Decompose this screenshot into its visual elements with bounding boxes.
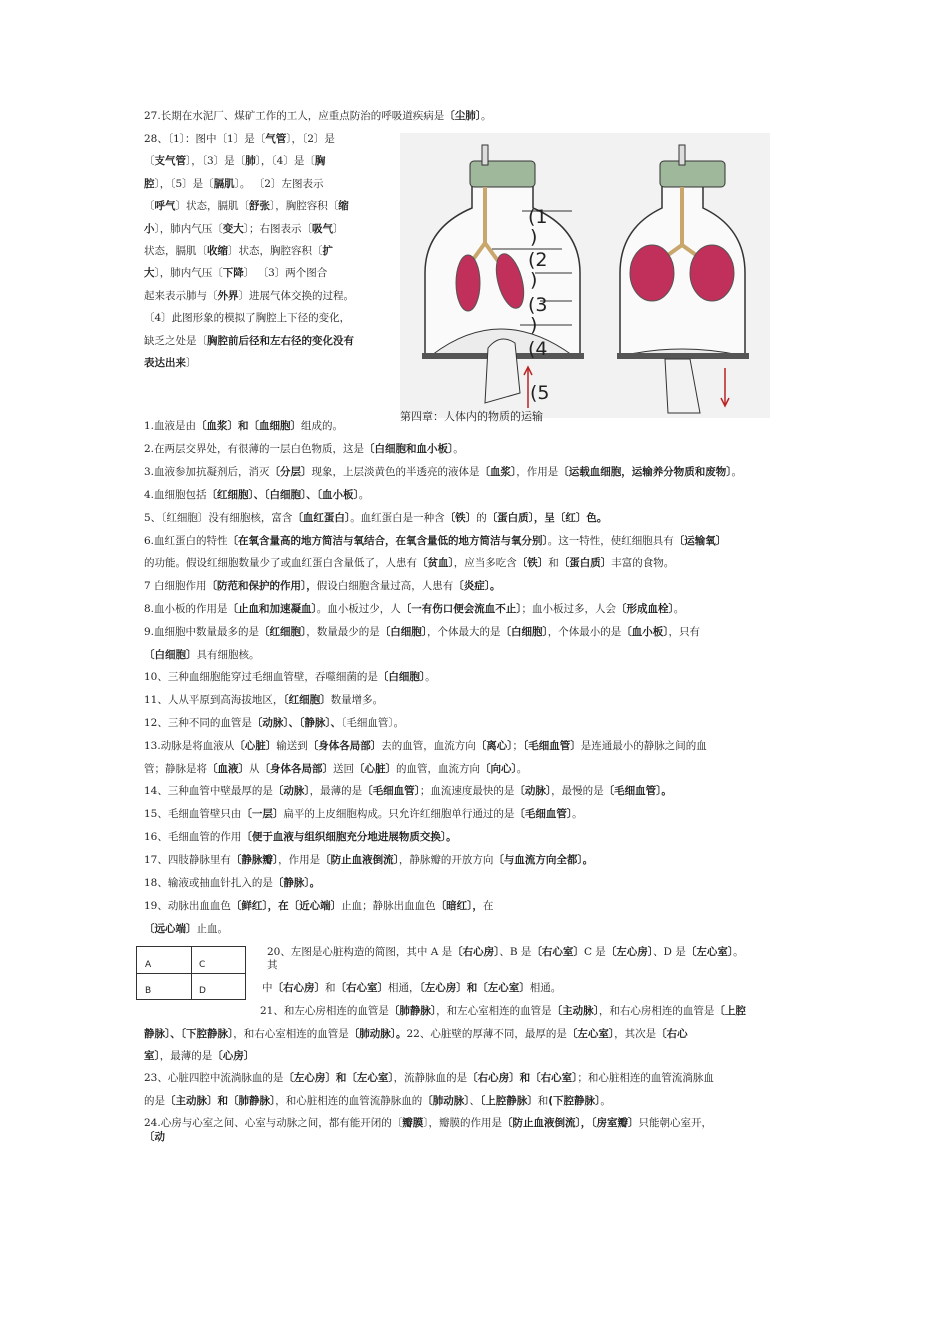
question-line xyxy=(144,534,726,548)
heart-label-a: A xyxy=(145,960,152,970)
question-text: 8.血小板的作用是 xyxy=(144,603,228,615)
q28-line xyxy=(144,173,394,195)
question-text: 的功能。假设红细胞数量少了或血红蛋白含量低了，人患有 xyxy=(144,557,417,569)
question-text: 〕；右图表示〔 xyxy=(243,222,312,235)
question-text: 。 xyxy=(731,466,743,478)
question-line xyxy=(144,762,527,776)
question-line xyxy=(144,716,404,730)
question-text: ，应当多吃含 xyxy=(453,557,517,569)
answer-text: 〔主动脉〕和〔肺静脉〕 xyxy=(165,1095,276,1107)
answer-text: 〔蛋白质〕 xyxy=(558,557,612,569)
answer-text: 〔心脏〕 xyxy=(354,763,396,775)
answer-text: 〔白细胞〕 xyxy=(377,671,426,683)
q20-line xyxy=(262,981,561,995)
answer-text: 〔主动脉〕 xyxy=(551,1005,599,1017)
heart-label-b: B xyxy=(145,986,152,996)
answer-text: 〔血红蛋白〕 xyxy=(292,512,351,524)
question-text: 的血管，血流方向 xyxy=(396,763,480,775)
question-text: ，和左心室相连的血管是 xyxy=(436,1005,552,1017)
question-text: 〕，〔3〕是〔 xyxy=(186,155,246,168)
question-text: ，和右心房相连的血管是 xyxy=(598,1005,715,1017)
question-text: 〕 xyxy=(333,222,344,235)
answer-text: 〔向心〕 xyxy=(480,763,517,775)
tail-line xyxy=(144,1130,165,1144)
question-text: 和 xyxy=(537,1095,549,1107)
question-text: 在 xyxy=(482,900,494,912)
question-text: 数量增多。 xyxy=(330,694,384,706)
heart-diagram xyxy=(136,946,246,1000)
answer-text: 〔右心室〕 xyxy=(335,982,388,994)
question-text: 17、四肢静脉里有 xyxy=(144,854,231,866)
question-text: 和 xyxy=(325,982,336,994)
answer-text: 瓣膜 xyxy=(402,1117,424,1129)
fig-label: ) xyxy=(530,226,538,248)
question-text: 只能朝心室开， xyxy=(638,1117,712,1129)
question-text: ，作用是 xyxy=(516,466,559,478)
q28-line xyxy=(144,285,394,307)
answer-text: 〔左心室〕 xyxy=(685,946,734,958)
answer-text: 〔运载血细胞，运输养分物质和废物〕 xyxy=(558,466,732,478)
fig-label: (4 xyxy=(528,338,548,360)
question-text: 7 白细胞作用 xyxy=(144,580,207,592)
question-text: 相通。 xyxy=(529,982,562,994)
answer-text: 〔血小板〕 xyxy=(621,626,669,638)
bell-jar-illustration xyxy=(400,133,770,418)
question-text: 扁平的上皮细胞构成。只允许红细胞单行通过的是 xyxy=(283,808,515,820)
question-text: 21、和左心房相连的血管是 xyxy=(260,1005,389,1017)
question-text: 15、毛细血管壁只由 xyxy=(144,808,242,820)
answer-text: 〔白细胞〕 xyxy=(379,626,428,638)
question-text: 23、心脏四腔中流淌脉血的是 xyxy=(144,1072,284,1084)
q28-line xyxy=(144,128,394,150)
question-line xyxy=(144,602,684,616)
question-text: 〔毛细血管〕。 xyxy=(341,717,405,729)
answer-text: 〔白细胞和血小板〕 xyxy=(364,443,454,455)
q28-line xyxy=(144,262,394,284)
fig-label: (5 xyxy=(530,382,550,404)
answer-text: 〔运输氧〕 xyxy=(673,535,727,547)
answer-text: 〔一层〕 xyxy=(241,808,284,820)
question-text: 20、左图是心脏构造的简图，其中 A 是 xyxy=(267,946,453,958)
question-text: 缺乏之处是〔 xyxy=(144,334,207,347)
answer-text: 缩 xyxy=(338,200,349,213)
answer-text: 〔便于血液与组织细胞充分地进展物质交换〕。 xyxy=(241,831,457,843)
question-line xyxy=(144,442,464,456)
question-text: 24.心房与心室之间、心室与动脉之间，都有能开闭的〔 xyxy=(144,1117,403,1129)
answer-text: 〔右心房〕和〔右心室〕 xyxy=(467,1072,578,1084)
answer-text: 〔离心〕 xyxy=(475,740,513,752)
question-text: 2.在两层交界处，有很薄的一层白色物质，这是 xyxy=(144,443,365,455)
question-text: 〕。 〔2〕左图表示 xyxy=(234,177,324,190)
answer-text: 〔左心房〕和〔左心室〕 xyxy=(283,1072,394,1084)
answer-text: 〔远心端〕 xyxy=(144,923,197,935)
question-text: ，最慢的是 xyxy=(551,785,604,797)
answer-text: 支气管 xyxy=(154,155,186,168)
answer-text: 〔肺动脉〕。 xyxy=(348,1028,407,1040)
answer-text: 〔右心室〕 xyxy=(531,946,584,958)
question-text: 。 xyxy=(425,671,436,683)
question-text: 。 xyxy=(358,489,370,501)
question-line xyxy=(144,899,493,913)
question-text: ，其次是 xyxy=(614,1028,657,1040)
answer-text: 〔红细胞〕 xyxy=(283,694,331,706)
question-line xyxy=(144,693,383,707)
answer-text: 〔静脉〕。 xyxy=(272,877,321,889)
q28-line xyxy=(144,352,394,374)
answer-text: 〔一有伤口便会流血不止〕 xyxy=(400,603,522,615)
question-28 xyxy=(144,128,394,374)
answer-text: 〔左心房〕和〔左心室〕 xyxy=(419,982,530,994)
answer-text: 静脉〕、〔下腔静脉〕 xyxy=(144,1028,234,1040)
question-text: 。 xyxy=(516,763,528,775)
answer-text: 〔铁〕 xyxy=(444,512,477,524)
question-text: 16、毛细血管的作用 xyxy=(144,831,242,843)
question-line xyxy=(144,625,700,639)
question-text: 4.血细胞包括 xyxy=(144,489,207,501)
fig-label: (1 xyxy=(528,206,548,228)
question-line xyxy=(144,807,583,821)
answer-text: 〔上腔 xyxy=(714,1005,746,1017)
q28-line xyxy=(144,150,394,172)
question-text: 。这一特性，使红细胞具有 xyxy=(547,535,674,547)
answer-text: 变大 xyxy=(222,222,244,235)
tail-line xyxy=(144,1116,712,1130)
answer-text: 〔白细胞〕 xyxy=(500,626,548,638)
question-line xyxy=(144,511,607,525)
question-text: 〕 〔3〕两个图合 xyxy=(243,267,328,280)
question-line xyxy=(144,739,707,753)
question-text: 〕 xyxy=(186,357,197,370)
question-text: 18、输液或抽血针扎入的是 xyxy=(144,877,273,889)
answer-text: 膈肌 xyxy=(213,177,235,190)
question-text: 。 xyxy=(673,603,685,615)
answer-text: 肺 xyxy=(245,155,256,168)
answer-text: 胸 xyxy=(314,155,326,168)
answer-text: 腔 xyxy=(144,177,155,190)
question-text: 10、三种血细胞能穿过毛细血管壁，吞噬细菌的是 xyxy=(144,671,378,683)
question-text: 。 xyxy=(733,946,744,958)
question-text: 相通， xyxy=(388,982,420,994)
question-text: 28、〔1〕：图中〔1〕是〔 xyxy=(144,133,266,145)
question-text: 的 xyxy=(476,512,487,524)
question-text: 去的血管，血流方向 xyxy=(381,740,476,752)
question-text: 〕，胸腔容积〔 xyxy=(270,200,339,213)
question-text: 现象，上层淡黄色的半透亮的液体是 xyxy=(311,466,480,478)
answer-text: 吸气 xyxy=(312,222,333,235)
answer-text: 〔身体各局部〕 xyxy=(259,763,333,775)
q28-line xyxy=(144,307,394,329)
question-text: 〕进展气体交换的过程。 xyxy=(238,289,354,302)
heart-label-d: D xyxy=(199,986,206,996)
question-line xyxy=(144,556,674,570)
q28-line xyxy=(144,240,394,262)
answer-text: 〔鲜红〕，在〔近心端〕 xyxy=(230,900,342,912)
q20-line xyxy=(267,958,278,972)
question-text: 5、〔红细胞〕没有细胞核，富含 xyxy=(144,512,293,524)
question-text: 、D 是 xyxy=(653,946,686,958)
question-line xyxy=(144,648,260,662)
answer-text: 〔毛细血管〕 xyxy=(522,740,581,752)
question-text: 〕状态，膈肌〔 xyxy=(175,200,249,213)
answer-text: 〔白细胞〕 xyxy=(144,649,197,661)
question-text: ； xyxy=(512,740,523,752)
answer-text: 〔红细胞〕、〔白细胞〕、〔血小板〕 xyxy=(206,489,359,501)
question-text: 管；静脉是将 xyxy=(144,763,207,775)
question-text: 。血红蛋白是一种含 xyxy=(350,512,445,524)
answer-text: 〔心脏〕 xyxy=(234,740,277,752)
tail-line xyxy=(260,1004,746,1018)
answer-text: 胸腔前后径和左右径的变化没有 xyxy=(207,334,354,347)
question-text: ，作用是 xyxy=(278,854,321,866)
question-text: 〕，肺内气压〔 xyxy=(154,267,223,280)
fig-label: ) xyxy=(530,314,538,336)
question-text: 。 xyxy=(600,1095,611,1107)
question-text: 。 xyxy=(572,808,583,820)
question-text: 输送到 xyxy=(276,740,308,752)
question-text: 12、三种不同的血管是 xyxy=(144,717,252,729)
question-text: 止血。 xyxy=(196,923,228,935)
tail-line xyxy=(144,1027,688,1041)
question-text: ；和心脏相连的血管流淌脉血 xyxy=(577,1072,714,1084)
answer-text: 〔上腔静脉〕 xyxy=(480,1095,538,1107)
question-line xyxy=(144,853,593,867)
answer-text: 外界 xyxy=(217,289,239,302)
tail-line xyxy=(144,1049,254,1063)
answer-text: 扩 xyxy=(322,245,333,258)
question-text: 假设白细胞含量过高，人患有 xyxy=(316,580,454,592)
answer-text: 〔血液〕 xyxy=(207,763,249,775)
q28-line xyxy=(144,330,394,352)
question-text: 和 xyxy=(548,557,559,569)
answer-text: 〔右心房〕 xyxy=(272,982,325,994)
answer-text: 〔血浆〕 xyxy=(479,466,517,478)
question-text: ；血流速度最快的是 xyxy=(419,785,515,797)
answer-text: 收缩 xyxy=(207,245,228,258)
question-text: 止血；静脉出血血色 xyxy=(341,900,436,912)
tail-line xyxy=(144,1071,714,1085)
question-text: 〕，肺内气压〔 xyxy=(154,222,223,235)
fig-label: ) xyxy=(530,269,538,291)
lung-model-figure xyxy=(400,133,770,418)
question-text: 、 xyxy=(469,1095,480,1107)
question-text: ，和右心室相连的血管是 xyxy=(233,1028,349,1040)
question-line xyxy=(144,465,742,479)
question-text: ，最薄的是 xyxy=(159,1050,213,1062)
answer-text: 小 xyxy=(144,222,155,235)
answer-text: 〔毛细血管〕 xyxy=(362,785,420,797)
question-text: 11、人从平原到高海拔地区， xyxy=(144,694,284,706)
answer-text: 室〕 xyxy=(144,1050,160,1062)
question-text: 。血小板过少，人 xyxy=(316,603,401,615)
question-line xyxy=(144,419,343,433)
answer-text: 〔铁〕 xyxy=(516,557,549,569)
question-text: ，个体最小的是 xyxy=(547,626,622,638)
answer-text: 〔防范和保护的作用〕， xyxy=(206,580,317,592)
answer-text: 〔形成血栓〕 xyxy=(616,603,674,615)
question-text: 是连通最小的静脉之间的血 xyxy=(580,740,707,752)
answer-text: 〔防止血液倒流〕 xyxy=(320,854,399,866)
question-text: ；血小板过多，人会 xyxy=(521,603,617,615)
question-text: 送回 xyxy=(333,763,354,775)
answer-text: 〔右心 xyxy=(656,1028,688,1040)
answer-text: 〔动脉〕、〔静脉〕、 xyxy=(251,717,342,729)
question-text: 组成的。 xyxy=(301,420,344,432)
question-line xyxy=(144,922,228,936)
question-text: 1.血液是由 xyxy=(144,420,197,432)
question-text: 〔4〕此图形象的模拟了胸腔上下径的变化， xyxy=(144,312,351,325)
answer-text: 〔动 xyxy=(144,1131,165,1143)
question-text: 22、心脏壁的厚薄不同，最厚的是 xyxy=(406,1028,567,1040)
answer-text: 〔防止血液倒流〕，〔房室瓣〕 xyxy=(501,1117,639,1129)
question-text: ，只有 xyxy=(668,626,701,638)
question-text: 19、动脉出血血色 xyxy=(144,900,231,912)
question-text: 具有细胞核。 xyxy=(196,649,260,661)
question-line xyxy=(144,876,320,890)
answer-text: 大 xyxy=(144,267,155,280)
question-text: 。 xyxy=(453,443,464,455)
fig-label: (2 xyxy=(528,249,548,271)
question-text: 〕状态，胸腔容积〔 xyxy=(228,245,323,258)
question-text: ，最薄的是 xyxy=(309,785,363,797)
answer-text: 〔分层〕 xyxy=(269,466,312,478)
answer-text: 气管 xyxy=(265,133,287,145)
question-text: 状态，膈肌〔 xyxy=(144,245,207,258)
question-text: 6.血红蛋白的特性 xyxy=(144,535,228,547)
question-text: ，和心脏相连的血管流静脉血的 xyxy=(275,1095,423,1107)
answer-text: 〔动脉〕 xyxy=(272,785,310,797)
answer-text: 〔肺动脉〕 xyxy=(422,1095,470,1107)
question-text: 起来表示肺与〔 xyxy=(144,289,218,302)
q28-line xyxy=(144,218,394,240)
question-text: ，数量最少的是 xyxy=(306,626,380,638)
question-text: 〕，〔2〕是 xyxy=(286,133,335,145)
answer-text: 〔暗红〕， xyxy=(435,900,483,912)
answer-text: 〔左心室〕 xyxy=(566,1028,615,1040)
answer-text: 〔毛细血管〕。 xyxy=(603,785,672,797)
question-text: 〔 xyxy=(144,155,155,168)
answer-text: 〔炎症〕。 xyxy=(453,580,501,592)
answer-text: 〔身体各局部〕 xyxy=(307,740,382,752)
answer-text: 〔肺静脉〕 xyxy=(388,1005,437,1017)
answer-text: 〔右心房〕 xyxy=(452,946,500,958)
question-text: 3.血液参加抗凝剂后，消灭 xyxy=(144,466,270,478)
question-text: 9.血细胞中数量最多的是 xyxy=(144,626,260,638)
answer-text: 〔左心房〕 xyxy=(605,946,654,958)
answer-text: 〔静脉瓣〕 xyxy=(230,854,279,866)
answer-text: 表达出来 xyxy=(144,357,186,370)
question-text: 14、三种血管中壁最厚的是 xyxy=(144,785,273,797)
question-text: 〕，〔4〕是〔 xyxy=(255,155,315,168)
answer-text: 〔贫血〕 xyxy=(417,557,454,569)
question-text: 从 xyxy=(249,763,260,775)
question-text: 〔 xyxy=(144,200,155,213)
question-text: 〕，瓣膜的作用是 xyxy=(423,1117,502,1129)
answer-text: 〔血浆〕和〔血细胞〕 xyxy=(196,420,302,432)
question-line xyxy=(144,670,436,684)
answer-text: 舒张 xyxy=(249,200,270,213)
answer-text: 下降 xyxy=(222,267,244,280)
answer-text: 呼气 xyxy=(154,200,176,213)
question-line xyxy=(144,488,369,502)
question-text: 、B 是 xyxy=(499,946,532,958)
question-line xyxy=(144,579,501,593)
fig-label: (3 xyxy=(528,294,548,316)
question-text: ，静脉瓣的开放方向 xyxy=(398,854,494,866)
answer-text: 〔动脉〕 xyxy=(514,785,552,797)
question-text: ，流静脉血的是 xyxy=(393,1072,468,1084)
question-text: 〕，〔5〕是〔 xyxy=(154,177,214,190)
answer-text: 〔蛋白质〕，呈〔红〕色。 xyxy=(486,512,608,524)
question-line xyxy=(144,784,672,798)
question-27: 27.长期在水泥厂、煤矿工作的工人，应重点防治的呼吸道疾病是〔尘肺〕。 xyxy=(144,110,492,122)
answer-text: 〔红细胞〕 xyxy=(259,626,307,638)
answer-text: 〔心房〕 xyxy=(212,1050,255,1062)
question-text: 13.动脉是将血液从 xyxy=(144,740,235,752)
answer-text: (下腔静脉〕 xyxy=(548,1095,601,1107)
answer-text: 〔在氧含量高的地方简洁与氧结合，在氧含量低的地方简洁与氧分别〕 xyxy=(227,535,548,547)
question-text: ，个体最大的是 xyxy=(427,626,501,638)
q28-line xyxy=(144,195,394,217)
heart-label-c: C xyxy=(199,960,206,970)
question-text: 中 xyxy=(262,982,273,994)
question-text: C 是 xyxy=(583,946,606,958)
question-line xyxy=(144,830,457,844)
q20-line xyxy=(267,945,744,959)
answer-text: 〔止血和加速凝血〕 xyxy=(227,603,317,615)
tail-line xyxy=(144,1094,611,1108)
answer-text: 〔毛细血管〕 xyxy=(514,808,573,820)
chapter-title: 第四章：人体内的物质的运输 xyxy=(400,410,543,423)
question-text: 丰富的食物。 xyxy=(611,557,675,569)
answer-text: 〔与血流方向全都〕。 xyxy=(493,854,594,866)
question-text: 的是 xyxy=(144,1095,165,1107)
question-text: 其 xyxy=(267,959,278,971)
